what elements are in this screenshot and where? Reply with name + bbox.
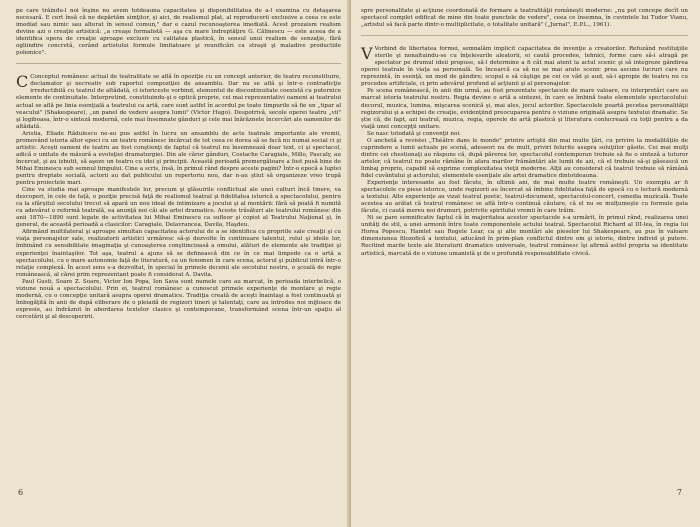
right-column <box>361 8 688 258</box>
right-paragraph-1: V Vorbind de libertatea formei, semnalăm implicit capacitatea de invenţie a creatorilor. Refuzând restituţiile sterile şi nonaltuindu-se cu înţelesurile aleatorii, ei caută procedee, tehnici, forme care să-i atragă pe spectator pe drumul ideii propuse, să-l determine a fi cât mai atent la actul scenic şi să integreze gândirea operei teatrale în viaţa sa personală. Se încearcă ca să nu se mai arate scenic prea ascuns lucruri care nu reprezintă, în esenţă, un mod de gândire; scopul e să câştige pe cei ce văd şi aud, să-i apropie de teatru nu cu procedee artificiale, ci prin adevărul profund al acţiunii şi al personajelor. <box>361 44 688 88</box>
left-paragraph-2: Aristia, Eliade Rădulescu ne-au pus astfel în lucru un ansamblu de acte teatrale importante ale vremii, promovând istoria altor epoci cu un teatru românesc încărcat de tot ceea ce dorea să se facă nu numai social ci şi artistic. Aceşti oameni de teatru au fost conştienţi de faptul că teatrul nu însemnează doar text, ci şi spectacol, adică o unitate de măsură a evoluţiei dramaturgiei. Din ale căror gânduri, Costache Caragiale, Millo, Pascaly, au încercat, şi au izbutit, să aşeze un teatru cu idei şi principii. Această perioadă premergătoare a fost pusă bine de Mihai Eminescu sub semnul timpului. Cine a scris, însă, în primul rând despre aceste pagini? Într-o epocă a luptei pentru dreptate socială, actorii au dat publicului un repertoriu nou, dar n-au ştiut să organizeze vreo trupă pentru proiectele mari. <box>16 130 341 187</box>
right-page <box>351 0 700 527</box>
left-paragraph-3: Cine va studia mai aproape manifestele lor, precum şi glăsuirile conflictual ale unei culturi încă tinere, va descoperi, în cele de faţă, o poziţie precisă faţă de realismul teatral şi fidelitatea istorică a spectacolului, pentru ca la sfârşitul secolului trecut să apară un nou ideal de intimizare a jocului şi al montării: fără să poată fi numită cu adevărat o reformă teatrală, ea anunţă noi căi ale artei dramatice. Aceste trăsături ale teatrului românesc din anii 1870—1890 sunt legate de activitatea lui Mihai Eminescu ca sufleor şi copist al Teatrului Naţional şi, în general, de această perioadă a clasicilor: Caragiale, Delavrancea, Davila, Haşdeu. <box>16 187 341 229</box>
right-lead-paragraph: spre personalitate şi acţiune coordonată de formare a teatralităţii româneşti moderne: „nu pot concepe decît un spectacol complet edificat de mine din toate punctele de vedere", ceea ce însemna, în cuvintele lui Tudor Vianu, „artistul să facă parte dintr-o multiplicitate, o totalitate unitară" („Jurnal", E.P.L., 1961). <box>361 8 688 29</box>
dropcap: V <box>361 44 373 64</box>
dropcap: C <box>16 72 29 92</box>
left-paragraph-4: Afirmând multilateral şi aproape simultan capacitatea actorului de a se identifica cu propriile sale creaţii şi cu viaţa personajelor sale, realizatorii artistici urmăresc să-şi dezvolte în continuare talentul, rolul şi ideile lor, îmbinând cu sensibilitate imaginaţia şi cunoaşterea conştiincioasă a omului, alături de elemente ale tradiţiei şi experienţei înaintaşilor. Tot aşa, teatrul a ajuns să se definească din ce în ce mai limpede ca o artă a spectacolului, cu o mare autonomie faţă de literatură, ca un fenomen în care scena, actorul şi publicul intră într-o relaţie complexă. În acest sens s-a dezvoltat, în special în primele decenii ale secolului nostru, o şcoală de regie românească, al cărei prim reprezentant poate fi considerat A. Davila. <box>16 229 341 278</box>
left-paragraph-1: C Conceptul românesc actual de teatralitate se află în opoziţie cu un concept anterior, de teatru reconstituire, declamator şi necreativ sub raportul compoziţiei de ansamblu. Dar nu se află şi într-o contradicţie irreductibilă cu teatrul de altădată, ci istoriceste vorbind, elementul de discontinuitate coexistă cu puternice elemente de continuitate. Interpretind, constituindu-şi o optică proprie, cei mai reprezentativi oameni ai teatrului actual se află pe linia esenţială a teatrului ca artă, care sunt astfel în acordul pe toate timpurile să fie un „tipar al veacului" (Shakespeare), „un panel de vedere asupra lumii" (Victor Hugo). Despotrivă, secole operei teatru „vii" şi logiboasa, într-o sinteză modernă, cele mai însemnate gânduri şi cele mai înărăznete încercări ale oamenilor de altădată. <box>16 72 341 130</box>
right-paragraph-2: Pe scena românească, în anii din urmă, au fost prezentate spectacole de mare valoare, cu interpretări care au marcat istoria teatrului nostru. Regia devine o artă a sintezei, în care se îmbină toate elementele spectacolului: decorul, muzica, lumina, mişcarea scenică şi, mai ales, jocul actorilor. Spectacolele poartă pecetea personalităţii regizorului şi a echipei de creaţie, evidenţiind preocuparea pentru o viziune originală asupra textului dramatic. Se ştie că, de fapt, azi teatrul, muzica, regia, operele de artă plastică şi literatura conlucrează cu toţii pentru a da viaţă unei concepţii unitare. <box>361 88 688 130</box>
page-number-left: 6 <box>18 488 24 497</box>
section-divider <box>361 35 688 42</box>
right-paragraph-5: Experienţe interesante au fost făcute, în ultimii ani, de mai multe teatre româneşti. Un exemplu ar fi spectacolele cu piese istorice, unde regizorii au încercat să îmbine fidelitatea faţă de epocă cu o lectură modernă a textului. Alte experienţe au vizat teatrul poetic, teatrul-document, spectacolul-concert, comedia muzicală. Toate acestea au arătat că teatrul românesc se află într-o continuă căutare, că el nu se mulţumeşte cu formule gata făcute, ci caută mereu noi drumuri, potrivite spiritului vremii în care trăim. <box>361 180 688 215</box>
left-paragraph-5: Paul Gusti, Soare Z. Soare, Victor Ion Popa, Ion Sava sunt numele care au marcat, în perioada interbelică, o viziune nouă a spectacolului. Prin ei, teatrul românesc a cunoscut primele experienţe de montare şi regie modernă, cu o concepţie unitară asupra operei dramatice. Tradiţia creată de aceşti înaintaşi a fost continuată şi îmbogăţită în anii de după eliberare de o pleiadă de regizori tineri şi talentaţi, care au introdus noi mijloace de expresie, au îndrăznit în abordarea textelor clasice şi contemporane, transformând scena într-un spaţiu al cercetării şi al descoperirii. <box>16 278 341 320</box>
section-divider <box>16 63 341 70</box>
right-paragraph-6: Ni se pare semnificativ faptul că în majoritatea acestor spectacole s-a urmărit, în primul rând, realizarea unei unităţi de stil, a unei armonii între toate componentele actului teatral. Spectacolul Richard al III-lea, în regia lui Horea Popescu, Hamlet sau Regele Lear, ca şi alte montări ale pieselor lui Shakespeare, au pus în valoare dimensiunea filozofică a textului, aducând în prim-plan conflictul dintre om şi istorie, dintre individ şi putere. Recitind marile texte ale literaturii dramatice universale, teatrul românesc îşi afirmă astfel propria sa identitate artistică, marcată de o viziune umanistă şi de o profundă responsabilitate civică. <box>361 215 688 257</box>
left-top-paragraph: pe care trăindu-l noi înşine nu avem totdeauna capacitatea şi disponibilitatea de a-l examina cu detaşarea necesară. E cert însă că ne depărtăm simţitor, şi aici, de realismul plat, al reproducerii exclusive a ceea ce este imediat sau nimic sau alterat în sensul comun," dar e cazul recunoaşterea imediată. Acest prozaism realism devine azi o creaţie artistică: „a creaşe formalistă — aşa cu mare îndreptăţire G. Călinescu — este aceea de a identifica opera de creaţie aproape exclusiv cu calitatea plastică, în sensul unui realism de senzaţie, fără ogliindire concretă, cerând artistului formule limitatoare şi reunificări ca straşii şi maladive productiile polemice". <box>16 8 341 57</box>
right-paragraph-3: Se nasc totodată şi convenţii noi. <box>367 130 461 137</box>
right-paragraph-4: O anchetă a revistei „Théâtre dans le monde" printre artiştii din mai multe ţări, cu privire la modalităţile de cuprindere a lumii actuale pe scenă, adeseori nu de mult, priviri felurite asupra soluţiilor găsite. Cei mai mulţi dintre cei chestionaţi au răspuns că, după părerea lor, spectacolul contemporan trebuie să fie o sinteză a tuturor artelor, că teatrul nu poate rămâne în afara marilor frământări ale lumii de azi, că el trebuie să-şi găsească un limbaj propriu, capabil să exprime complexitatea vieţii moderne. Alţii au considerat că teatrul trebuie să rămână fidel cuvântului şi actorului, elementele esenţiale ale artei dramatice dintotdeauna. <box>361 137 688 179</box>
left-column <box>16 8 341 321</box>
page-number-right: 7 <box>676 488 682 497</box>
